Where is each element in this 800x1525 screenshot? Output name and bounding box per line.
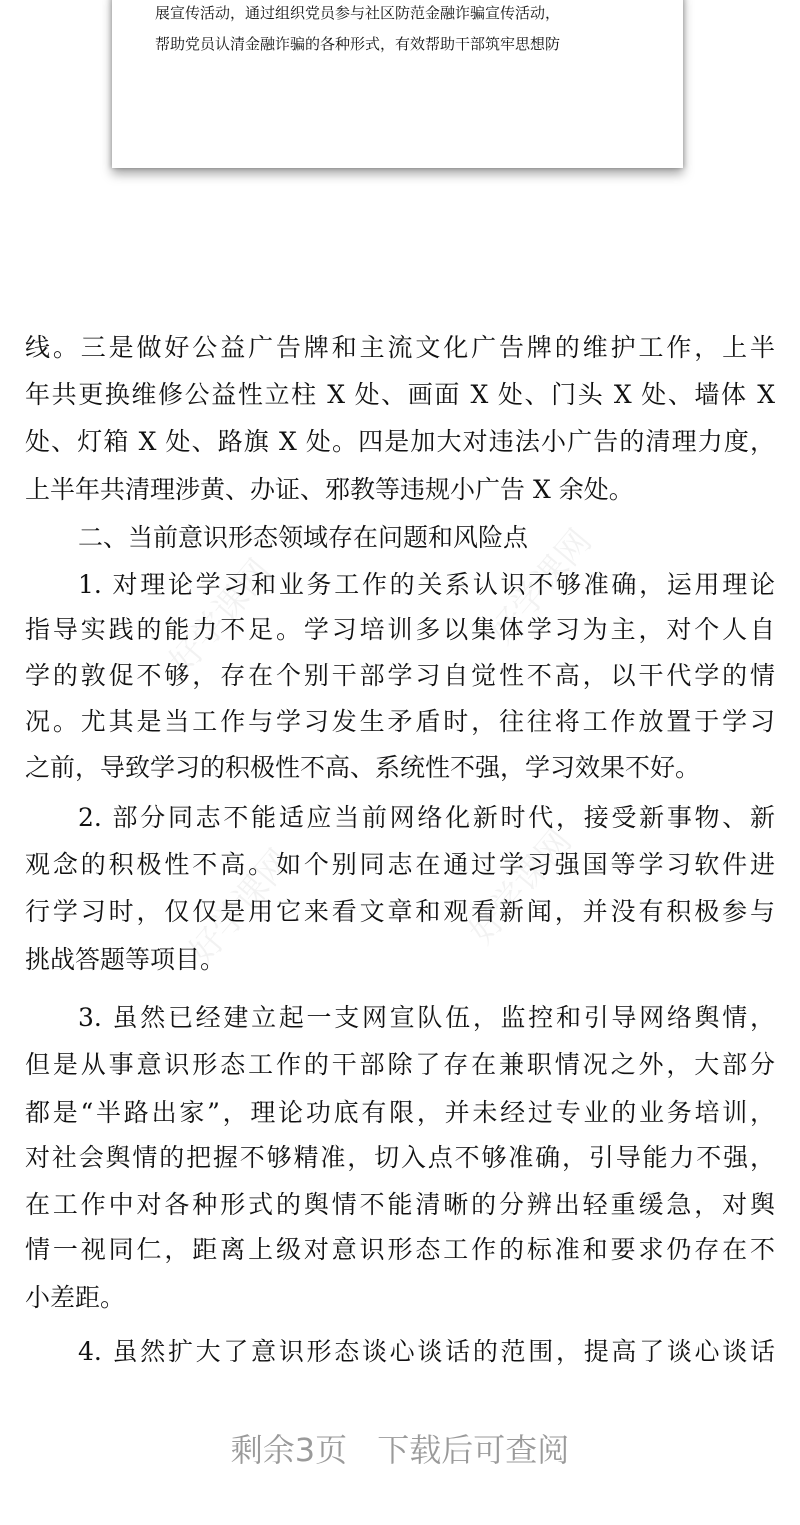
watermark: 好学课网 [461, 821, 580, 952]
body-text-line: 年共更换维修公益性立柱 X 处、画面 X 处、门头 X 处、墙体 X [25, 380, 775, 409]
body-text-line: 1. 对理论学习和业务工作的关系认识不够准确，运用理论 [78, 570, 775, 599]
section-heading: 二、当前意识形态领域存在问题和风险点 [78, 523, 529, 552]
body-text-line: 3. 虽然已经建立起一支网宣队伍，监控和引导网络舆情， [78, 1003, 775, 1032]
card-text-line: 帮助党员认清金融诈骗的各种形式，有效帮助干部筑牢思想防 [155, 35, 561, 53]
body-text-line: 况。尤其是当工作与学习发生矛盾时，往往将工作放置于学习 [25, 707, 775, 736]
watermark: 好学课网 [481, 521, 600, 652]
body-text-line: 情一视同仁，距离上级对意识形态工作的标准和要求仍存在不 [25, 1235, 775, 1264]
body-text-line: 指导实践的能力不足。学习培训多以集体学习为主，对个人自 [25, 615, 775, 644]
body-text-line: 行学习时，仅仅是用它来看文章和观看新闻，并没有积极参与 [25, 897, 775, 926]
body-text-line: 观念的积极性不高。如个别同志在通过学习强国等学习软件进 [25, 850, 775, 879]
body-text-line: 在工作中对各种形式的舆情不能清晰的分辨出轻重缓急，对舆 [25, 1190, 775, 1219]
watermark: 好学课网 [161, 551, 280, 682]
body-text-line: 2. 部分同志不能适应当前网络化新时代，接受新事物、新 [78, 803, 775, 832]
body-text-line: 4. 虽然扩大了意识形态谈心谈话的范围，提高了谈心谈话 [78, 1337, 775, 1366]
watermark: 好学课网 [181, 841, 300, 972]
body-text-line: 之前，导致学习的积极性不高、系统性不强，学习效果不好。 [25, 753, 701, 782]
body-text-line: 小差距。 [25, 1283, 126, 1312]
body-text-line: 处、灯箱 X 处、路旗 X 处。四是加大对违法小广告的清理力度， [25, 427, 775, 456]
body-text-line: 学的敦促不够，存在个别干部学习自觉性不高，以干代学的情 [25, 661, 775, 690]
body-text-line: 挑战答题等项目。 [25, 945, 226, 974]
remaining-pages-label: 剩余3页 [230, 1431, 348, 1469]
body-text-line: 对社会舆情的把握不够精准，切入点不够准确，引导能力不强， [25, 1143, 775, 1172]
download-prompt[interactable] [0, 1425, 800, 1471]
preview-page-card [112, 0, 683, 168]
body-text-line: 线。三是做好公益广告牌和主流文化广告牌的维护工作，上半 [25, 333, 775, 362]
download-to-view-label: 下载后可查阅 [377, 1431, 570, 1469]
body-text-line: 都是“半路出家”，理论功底有限，并未经过专业的业务培训， [25, 1098, 775, 1127]
body-text-line: 但是从事意识形态工作的干部除了存在兼职情况之外，大部分 [25, 1050, 775, 1079]
card-text-line: 展宣传活动，通过组织党员参与社区防范金融诈骗宣传活动， [155, 4, 561, 22]
body-text-line: 上半年共清理涉黄、办证、邪教等违规小广告 X 余处。 [25, 475, 634, 504]
